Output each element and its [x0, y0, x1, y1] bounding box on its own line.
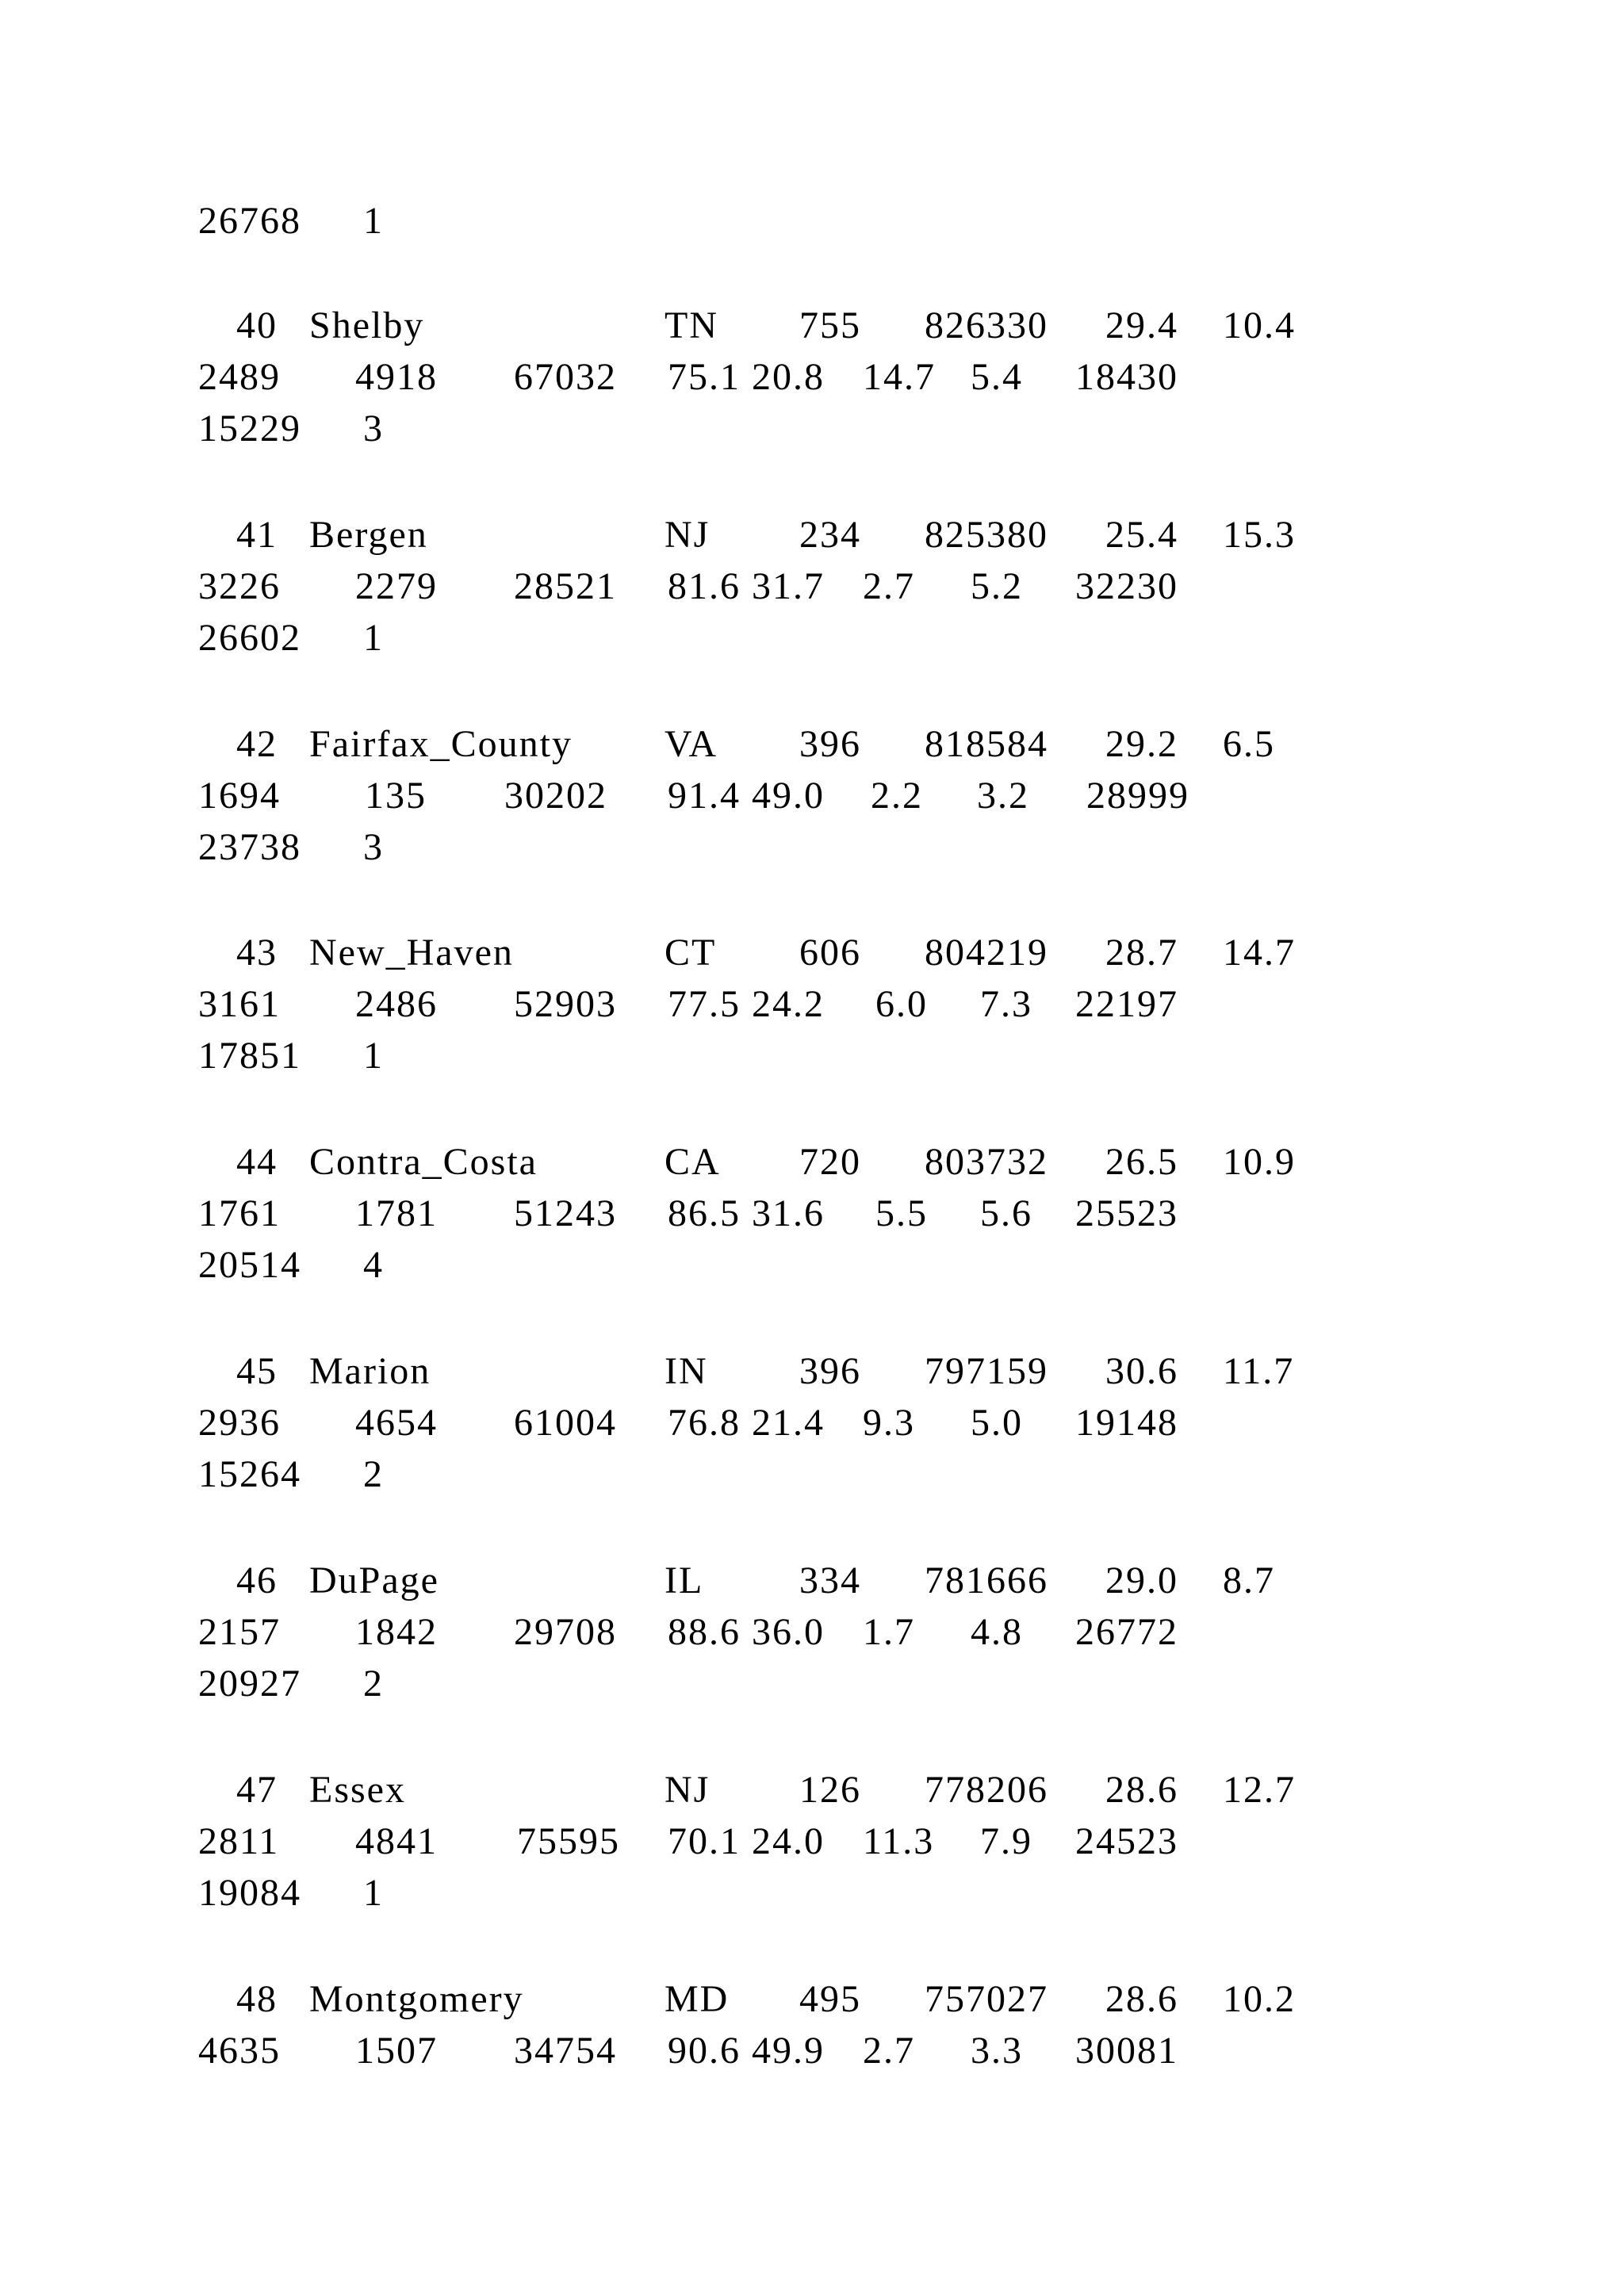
table-cell: 1694 — [198, 775, 281, 817]
table-cell: 28521 — [514, 565, 617, 608]
table-cell: 3161 — [198, 983, 281, 1026]
table-cell: MD — [665, 1978, 730, 2021]
table-cell: 1 — [363, 200, 384, 243]
table-cell: Marion — [309, 1350, 431, 1393]
table-cell: NJ — [665, 514, 710, 557]
table-cell: 10.4 — [1223, 304, 1296, 347]
table-cell: 88.6 — [668, 1611, 741, 1654]
table-cell: 1507 — [355, 2030, 438, 2072]
table-cell: 818584 — [925, 723, 1048, 766]
table-cell: 4635 — [198, 2030, 281, 2072]
table-cell: 11.3 — [863, 1820, 935, 1863]
table-cell: 12.7 — [1223, 1769, 1296, 1812]
table-cell: 29708 — [514, 1611, 617, 1654]
table-cell: 40 — [236, 304, 278, 347]
table-cell: 3 — [363, 826, 384, 869]
table-cell: 31.6 — [752, 1192, 825, 1235]
table-cell: 29.0 — [1105, 1559, 1178, 1602]
table-cell: 25.4 — [1105, 514, 1178, 557]
table-cell: 14.7 — [863, 356, 936, 399]
table-cell: 30202 — [504, 775, 607, 817]
table-cell: 778206 — [925, 1769, 1048, 1812]
table-cell: 7.3 — [980, 983, 1032, 1026]
table-cell: 15264 — [198, 1453, 301, 1496]
table-cell: 781666 — [925, 1559, 1048, 1602]
table-cell: 19148 — [1075, 1402, 1178, 1445]
table-cell: 44 — [236, 1141, 278, 1184]
table-cell: 5.6 — [980, 1192, 1032, 1235]
table-cell: 26.5 — [1105, 1141, 1178, 1184]
table-cell: 90.6 — [668, 2030, 741, 2072]
table-cell: 46 — [236, 1559, 278, 1602]
table-cell: Fairfax_County — [309, 723, 573, 766]
table-cell: 757027 — [925, 1978, 1048, 2021]
table-cell: 86.5 — [668, 1192, 741, 1235]
table-cell: 804219 — [925, 932, 1048, 974]
table-cell: CA — [665, 1141, 721, 1184]
table-cell: 2489 — [198, 356, 281, 399]
table-cell: 49.9 — [752, 2030, 825, 2072]
table-cell: 25523 — [1075, 1192, 1178, 1235]
table-cell: 2.7 — [863, 565, 915, 608]
table-cell: 2.7 — [863, 2030, 915, 2072]
table-cell: 4 — [363, 1244, 384, 1287]
table-cell: 7.9 — [980, 1820, 1032, 1863]
table-cell: 31.7 — [752, 565, 825, 608]
table-cell: DuPage — [309, 1559, 439, 1602]
table-cell: 21.4 — [752, 1402, 825, 1445]
table-cell: 9.3 — [863, 1402, 915, 1445]
table-cell: 34754 — [514, 2030, 617, 2072]
table-cell: Montgomery — [309, 1978, 524, 2021]
table-cell: 28.6 — [1105, 1978, 1178, 2021]
table-cell: 1 — [363, 1872, 384, 1915]
table-cell: 47 — [236, 1769, 278, 1812]
table-cell: 825380 — [925, 514, 1048, 557]
table-cell: 32230 — [1075, 565, 1178, 608]
table-cell: 234 — [799, 514, 861, 557]
table-cell: 755 — [799, 304, 861, 347]
table-cell: IN — [665, 1350, 708, 1393]
table-cell: 42 — [236, 723, 278, 766]
table-cell: TN — [665, 304, 718, 347]
table-cell: 24.0 — [752, 1820, 825, 1863]
table-cell: 20927 — [198, 1663, 301, 1705]
table-cell: 28.7 — [1105, 932, 1178, 974]
table-cell: 70.1 — [668, 1820, 741, 1863]
table-cell: 720 — [799, 1141, 861, 1184]
table-cell: 3.3 — [971, 2030, 1023, 2072]
table-cell: 26602 — [198, 617, 301, 660]
table-cell: 396 — [799, 1350, 861, 1393]
table-cell: 29.2 — [1105, 723, 1178, 766]
table-cell: 396 — [799, 723, 861, 766]
table-cell: 41 — [236, 514, 278, 557]
table-cell: 30.6 — [1105, 1350, 1178, 1393]
table-cell: 2 — [363, 1663, 384, 1705]
table-cell: 91.4 — [668, 775, 741, 817]
table-cell: 28999 — [1086, 775, 1189, 817]
table-cell: 126 — [799, 1769, 861, 1812]
table-cell: Shelby — [309, 304, 425, 347]
table-cell: 334 — [799, 1559, 861, 1602]
table-cell: 36.0 — [752, 1611, 825, 1654]
table-cell: 3 — [363, 408, 384, 450]
table-cell: 26772 — [1075, 1611, 1178, 1654]
table-cell: 76.8 — [668, 1402, 741, 1445]
table-cell: 4.8 — [971, 1611, 1023, 1654]
table-cell: 61004 — [514, 1402, 617, 1445]
table-cell: 495 — [799, 1978, 861, 2021]
table-cell: 1.7 — [863, 1611, 915, 1654]
table-cell: 10.2 — [1223, 1978, 1296, 2021]
table-cell: 1781 — [355, 1192, 438, 1235]
table-cell: 49.0 — [752, 775, 825, 817]
table-cell: 826330 — [925, 304, 1048, 347]
table-cell: 20514 — [198, 1244, 301, 1287]
table-cell: 77.5 — [668, 983, 741, 1026]
table-cell: 17851 — [198, 1035, 301, 1077]
table-cell: Bergen — [309, 514, 428, 557]
table-cell: 10.9 — [1223, 1141, 1296, 1184]
table-cell: 67032 — [514, 356, 617, 399]
table-cell: 75.1 — [668, 356, 741, 399]
table-cell: 48 — [236, 1978, 278, 2021]
table-cell: 2157 — [198, 1611, 281, 1654]
table-cell: 43 — [236, 932, 278, 974]
table-cell: 52903 — [514, 983, 617, 1026]
table-cell: 81.6 — [668, 565, 741, 608]
table-cell: 5.5 — [875, 1192, 928, 1235]
table-cell: 51243 — [514, 1192, 617, 1235]
table-cell: 30081 — [1075, 2030, 1178, 2072]
table-cell: Essex — [309, 1769, 406, 1812]
table-cell: 11.7 — [1223, 1350, 1295, 1393]
table-cell: Contra_Costa — [309, 1141, 538, 1184]
table-cell: 24523 — [1075, 1820, 1178, 1863]
table-cell: NJ — [665, 1769, 710, 1812]
table-cell: 1 — [363, 1035, 384, 1077]
table-cell: 14.7 — [1223, 932, 1296, 974]
table-cell: 26768 — [198, 200, 301, 243]
table-cell: 2811 — [198, 1820, 280, 1863]
table-cell: 45 — [236, 1350, 278, 1393]
table-cell: 6.0 — [875, 983, 928, 1026]
table-cell: 2936 — [198, 1402, 281, 1445]
table-cell: 28.6 — [1105, 1769, 1178, 1812]
table-cell: 135 — [365, 775, 427, 817]
table-cell: 2 — [363, 1453, 384, 1496]
table-cell: 1 — [363, 617, 384, 660]
table-cell: 1842 — [355, 1611, 438, 1654]
table-cell: 606 — [799, 932, 861, 974]
table-cell: CT — [665, 932, 717, 974]
table-cell: 4918 — [355, 356, 438, 399]
table-cell: 2.2 — [871, 775, 923, 817]
table-cell: 3.2 — [977, 775, 1029, 817]
table-cell: 2279 — [355, 565, 438, 608]
table-cell: 5.4 — [971, 356, 1023, 399]
table-cell: 4654 — [355, 1402, 438, 1445]
table-cell: 23738 — [198, 826, 301, 869]
table-cell: 20.8 — [752, 356, 825, 399]
table-cell: IL — [665, 1559, 704, 1602]
table-cell: 2486 — [355, 983, 438, 1026]
table-cell: 15229 — [198, 408, 301, 450]
table-cell: 803732 — [925, 1141, 1048, 1184]
table-cell: 29.4 — [1105, 304, 1178, 347]
table-cell: 6.5 — [1223, 723, 1275, 766]
table-cell: VA — [665, 723, 718, 766]
table-cell: New_Haven — [309, 932, 514, 974]
table-cell: 19084 — [198, 1872, 301, 1915]
table-cell: 797159 — [925, 1350, 1048, 1393]
table-cell: 24.2 — [752, 983, 825, 1026]
table-cell: 8.7 — [1223, 1559, 1275, 1602]
table-cell: 1761 — [198, 1192, 281, 1235]
table-cell: 18430 — [1075, 356, 1178, 399]
table-cell: 22197 — [1075, 983, 1178, 1026]
table-cell: 4841 — [355, 1820, 438, 1863]
table-cell: 5.0 — [971, 1402, 1023, 1445]
table-cell: 3226 — [198, 565, 281, 608]
table-cell: 75595 — [517, 1820, 620, 1863]
table-cell: 15.3 — [1223, 514, 1296, 557]
table-cell: 5.2 — [971, 565, 1023, 608]
